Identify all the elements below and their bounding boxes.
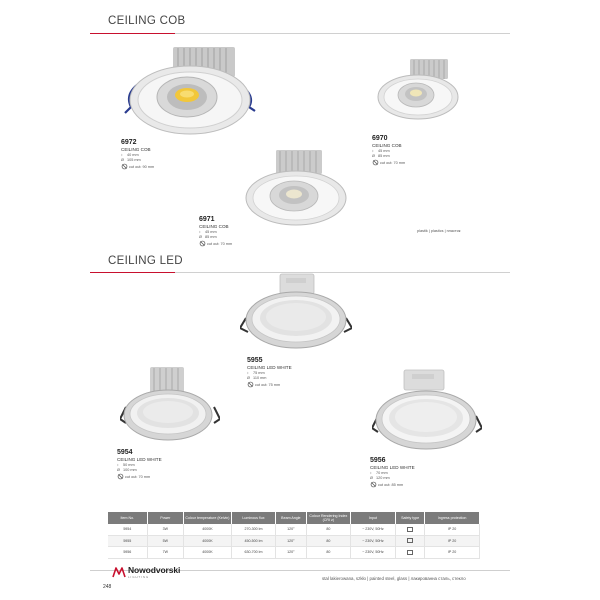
table-row: [108, 535, 480, 547]
class-ii-icon: [407, 550, 413, 555]
item-cutout: cut out: 70 mm: [117, 473, 162, 480]
item-name: CEILING COB: [372, 143, 402, 148]
cell-safety-type: [396, 535, 425, 547]
cutout-icon: [247, 381, 254, 388]
product-info-5954: [117, 449, 162, 480]
cell-power: 3W: [147, 524, 183, 535]
cell-luminous-flux: 630-700 lm: [231, 547, 275, 559]
col-colour-temp: Colour temperature (Kelvin): [183, 512, 231, 524]
cutout-icon: [121, 163, 128, 170]
product-image-6972: [115, 45, 265, 140]
cutout-icon: [370, 481, 377, 488]
section-title-led: CEILING LED: [108, 255, 183, 267]
section-rule-cob-grey: [175, 33, 510, 34]
item-diameter: Ø 85 mm: [372, 154, 390, 158]
item-height: ↕ 40 mm: [121, 153, 139, 157]
col-input: Input: [350, 512, 395, 524]
product-info-6970: [372, 135, 405, 166]
section-title-cob: CEILING COB: [108, 15, 186, 27]
cell-power: 5W: [147, 535, 183, 547]
col-ingress: Ingress protection: [425, 512, 480, 524]
item-diameter: Ø 100 mm: [117, 468, 137, 472]
product-info-5955: [247, 357, 292, 388]
section-rule-cob: [90, 33, 175, 34]
col-item-no: Item No.: [108, 512, 147, 524]
class-ii-icon: [407, 527, 413, 532]
brand-sub: LIGHTING: [128, 575, 150, 579]
item-height: ↕ 75 mm: [247, 371, 265, 375]
cell-input: ~ 230V, 50Hz: [350, 547, 395, 559]
cell-ingress: IP 20: [425, 524, 480, 535]
item-height: ↕ 50 mm: [117, 463, 135, 467]
product-info-6972: [121, 139, 154, 170]
cell-input: ~ 230V, 50Hz: [350, 524, 395, 535]
col-beam-angle: Beam Angle: [275, 512, 306, 524]
class-ii-icon: [407, 538, 413, 543]
cell-luminous-flux: 270-300 lm: [231, 524, 275, 535]
item-height: ↕ 45 mm: [372, 149, 390, 153]
item-cutout: cut out: 85 mm: [370, 481, 415, 488]
item-diameter: Ø 85 mm: [199, 235, 217, 239]
item-name: CEILING LED WHITE: [370, 465, 415, 470]
col-luminous-flux: Luminous flux: [231, 512, 275, 524]
item-cutout: cut out: 75 mm: [247, 381, 292, 388]
col-power: Power: [147, 512, 183, 524]
item-name: CEILING LED WHITE: [117, 457, 162, 462]
item-diameter: Ø 120 mm: [370, 476, 390, 480]
cell-colour-temp: 4000K: [183, 547, 231, 559]
page-number: 248: [103, 584, 112, 590]
item-code: 5956: [370, 457, 386, 464]
cell-safety-type: [396, 547, 425, 559]
spec-table: [108, 512, 480, 559]
cell-cri: 80: [306, 524, 350, 535]
item-name: CEILING COB: [199, 224, 229, 229]
item-diameter: Ø 105 mm: [121, 158, 141, 162]
cell-cri: 80: [306, 547, 350, 559]
product-info-6971: [199, 216, 232, 247]
item-code: 6971: [199, 216, 215, 223]
item-code: 6970: [372, 135, 388, 142]
cell-input: ~ 230V, 50Hz: [350, 535, 395, 547]
cell-luminous-flux: 450-500 lm: [231, 535, 275, 547]
spec-table-header: [108, 512, 480, 524]
item-height: ↕ 70 mm: [370, 471, 388, 475]
cell-colour-temp: 4000K: [183, 535, 231, 547]
item-height: ↕ 45 mm: [199, 230, 217, 234]
section-rule-led: [90, 272, 175, 273]
product-image-5954: [120, 365, 220, 445]
col-cri: Colour Rendering Index (CRI ≥): [306, 512, 350, 524]
product-image-5955: [240, 272, 352, 354]
cell-item-no: 5955: [108, 535, 147, 547]
nowodvorski-logo-icon: [112, 566, 126, 578]
cell-cri: 80: [306, 535, 350, 547]
product-image-6970: [370, 57, 470, 125]
item-cutout: cut out: 70 mm: [199, 240, 232, 247]
cutout-icon: [199, 240, 206, 247]
item-cutout: cut out: 90 mm: [121, 163, 154, 170]
cell-ingress: IP 20: [425, 547, 480, 559]
cell-beam-angle: 120°: [275, 547, 306, 559]
item-name: CEILING LED WHITE: [247, 365, 292, 370]
item-cutout: cut out: 70 mm: [372, 159, 405, 166]
cutout-icon: [372, 159, 379, 166]
cell-item-no: 5954: [108, 524, 147, 535]
product-image-6971: [238, 148, 356, 230]
cell-colour-temp: 4000K: [183, 524, 231, 535]
brand-name: Nowodvorski: [128, 565, 181, 575]
table-row: [108, 524, 480, 535]
item-code: 5955: [247, 357, 263, 364]
item-code: 5954: [117, 449, 133, 456]
table-row: [108, 547, 480, 559]
material-label-steel-glass: stal lakierowana, szkło | painted steel, glass | лакированна сталь, стекло: [322, 576, 466, 581]
cell-power: 7W: [147, 547, 183, 559]
cell-safety-type: [396, 524, 425, 535]
cell-beam-angle: 120°: [275, 524, 306, 535]
material-label-plastics: plastik | plastics | пластик: [417, 229, 461, 233]
product-info-5956: [370, 457, 415, 488]
brand-logo: [112, 565, 180, 579]
cell-ingress: IP 20: [425, 535, 480, 547]
item-diameter: Ø 110 mm: [247, 376, 267, 380]
item-name: CEILING COB: [121, 147, 151, 152]
cell-beam-angle: 120°: [275, 535, 306, 547]
col-safety-type: Safety type: [396, 512, 425, 524]
cell-item-no: 5956: [108, 547, 147, 559]
item-code: 6972: [121, 139, 137, 146]
product-image-5956: [372, 368, 482, 454]
cutout-icon: [117, 473, 124, 480]
